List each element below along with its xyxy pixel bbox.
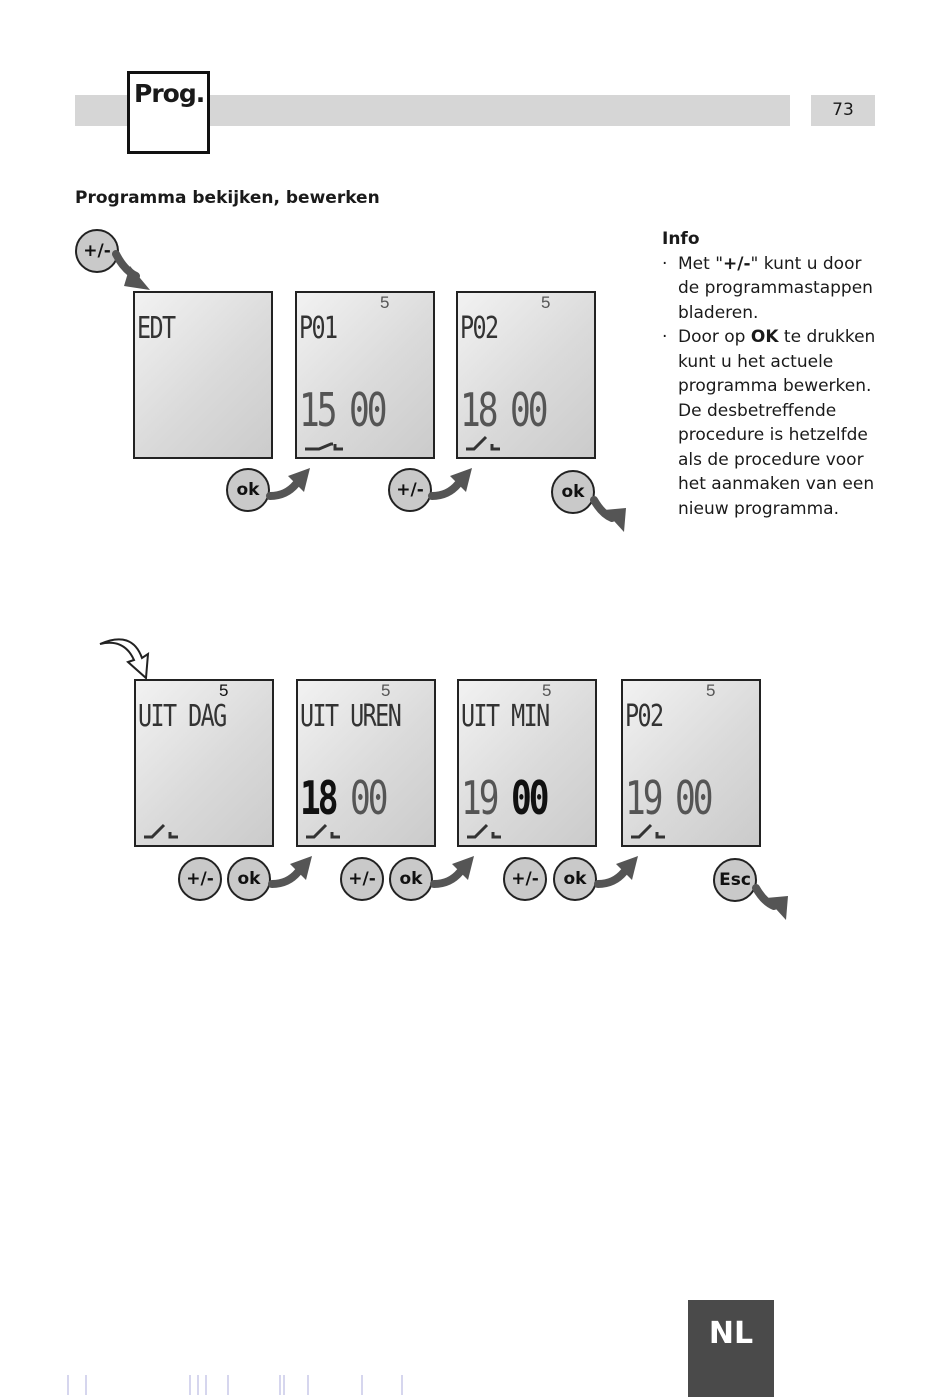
switch-on-icon — [464, 434, 504, 452]
lcd-uit-min — [457, 679, 597, 847]
lcd-p02-final-text: P02 — [625, 699, 663, 734]
lcd-p02-final-minutes: 00 — [675, 771, 711, 825]
lcd-p02-hours: 18 — [460, 383, 496, 437]
plusminus-button-4[interactable]: +/- — [503, 857, 547, 901]
lcd-p02-final-marker: 5 — [706, 681, 716, 700]
arrow-right-up-icon — [594, 854, 644, 894]
lcd-uit-uren-text: UIT UREN — [300, 699, 401, 734]
switch-on-icon — [304, 822, 344, 840]
ok-button-4[interactable]: ok — [389, 857, 433, 901]
plusminus-button-3[interactable]: +/- — [340, 857, 384, 901]
lcd-p01 — [295, 291, 435, 459]
print-marks — [66, 1375, 406, 1395]
lcd-uit-min-marker: 5 — [542, 681, 552, 700]
arrow-right-up-icon — [266, 466, 316, 506]
plusminus-button-1[interactable]: +/- — [388, 468, 432, 512]
lcd-uit-dag — [134, 679, 274, 847]
esc-button[interactable]: Esc — [713, 858, 757, 902]
lcd-p02-minutes: 00 — [510, 383, 546, 437]
switch-off-icon — [303, 434, 343, 452]
lcd-p02-marker: 5 — [541, 293, 551, 312]
info-heading: Info — [662, 229, 700, 249]
switch-on-icon — [629, 822, 669, 840]
switch-on-icon — [465, 822, 505, 840]
lcd-uit-min-hours: 19 — [461, 771, 497, 825]
ok-button-1[interactable]: ok — [226, 468, 270, 512]
lcd-p02-final-hours: 19 — [625, 771, 661, 825]
lcd-p01-hours: 15 — [299, 383, 335, 437]
lcd-uit-min-minutes: 00 — [511, 771, 547, 825]
info-bullet-2-pre: Door op — [678, 327, 751, 347]
arrow-right-up-icon — [428, 466, 478, 506]
lcd-edt — [133, 291, 273, 459]
info-bullet-1-pre: Met " — [678, 253, 724, 274]
prog-tab — [127, 71, 210, 154]
info-bullet-2-key: OK — [750, 327, 779, 347]
plusminus-button-2[interactable]: +/- — [178, 857, 222, 901]
arrow-down-right-icon — [590, 494, 630, 536]
info-bullet-1-key: +/- — [723, 253, 751, 274]
arrow-down-right-icon — [752, 882, 792, 924]
lcd-uit-uren-marker: 5 — [381, 681, 391, 700]
lcd-p01-text: P01 — [299, 311, 337, 346]
lcd-uit-uren — [296, 679, 436, 847]
lcd-p01-marker: 5 — [380, 293, 390, 312]
language-tab: NL — [688, 1300, 774, 1397]
info-bullet-2-post: te drukken kunt u het actuele programma bewerken. De desbetreffende procedure is hetzelfde als de procedure voor het aanmaken van een nieuw programma. — [678, 327, 876, 519]
ok-button-2[interactable]: ok — [551, 470, 595, 514]
lcd-uit-min-text: UIT MIN — [461, 699, 549, 734]
info-bullet-2 — [662, 325, 882, 521]
page-number: 73 — [811, 95, 875, 126]
plusminus-button-start[interactable]: +/- — [75, 229, 119, 273]
info-bullet-1 — [662, 252, 882, 326]
info-block — [662, 227, 882, 521]
curved-arrow-icon — [98, 636, 154, 682]
lcd-p02-final — [621, 679, 761, 847]
lcd-p02-text: P02 — [460, 311, 498, 346]
arrow-right-up-icon — [268, 854, 318, 894]
arrow-right-up-icon — [430, 854, 480, 894]
lcd-uit-uren-hours: 18 — [300, 771, 336, 825]
prog-tab-label: Prog. — [134, 79, 205, 108]
lcd-p01-minutes: 00 — [349, 383, 385, 437]
info-bullet-1-post: " kunt u door de programmastappen bladeren. — [678, 253, 873, 323]
ok-button-3[interactable]: ok — [227, 857, 271, 901]
lcd-uit-uren-minutes: 00 — [350, 771, 386, 825]
switch-on-icon — [142, 822, 182, 840]
lcd-edt-text: EDT — [137, 311, 175, 346]
lcd-uit-dag-marker: 5 — [219, 681, 229, 700]
section-title: Programma bekijken, bewerken — [75, 188, 380, 208]
ok-button-5[interactable]: ok — [553, 857, 597, 901]
lcd-uit-dag-text: UIT DAG — [138, 699, 226, 734]
lcd-p02 — [456, 291, 596, 459]
